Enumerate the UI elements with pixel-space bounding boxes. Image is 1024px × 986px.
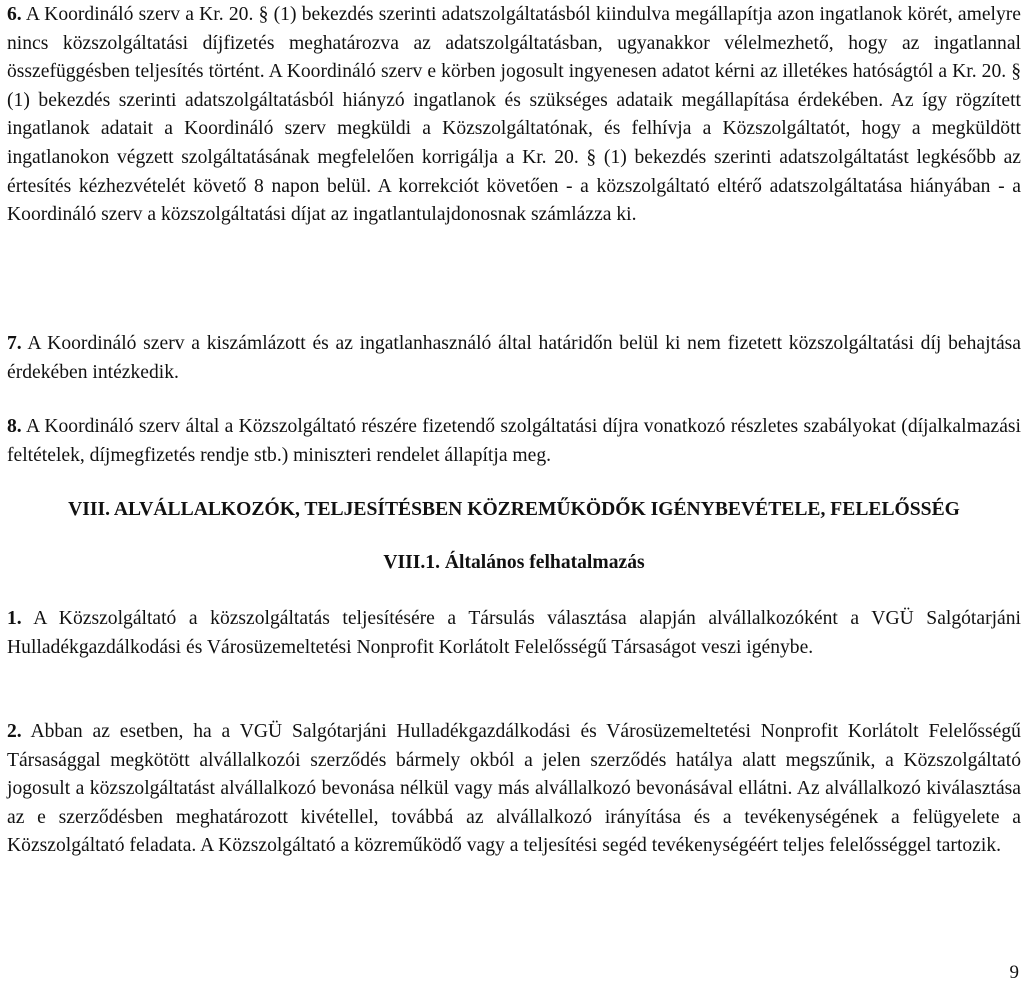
paragraph-number: 2. bbox=[7, 721, 22, 742]
paragraph-text: A Koordináló szerv a Kr. 20. § (1) bekezdés szerinti adatszolgáltatásból kiindulva megállapítja azon ingatlanok körét, amelyre nincs közszolgáltatási díjfizetés meghatározva az adatszolgáltatásban, ugyanakkor vélelmezhető, hogy az ingatlannal összefüggésben teljesítés történt. A Koordináló szerv e körben jogosult ingyenesen adatot kérni az illetékes hatóságtól a Kr. 20. § (1) bekezdés szerinti adatszolgáltatásból hiányzó ingatlanok és szükséges adataik megállapítása érdekében. Az így rögzített ingatlanok adatait a Koordináló szerv megküldi a Közszolgáltatónak, és felhívja a Közszolgáltatót, hogy a megküldött ingatlanokon végzett szolgáltatásának megfelelően korrigálja a Kr. 20. § (1) bekezdés szerinti adatszolgáltatást legkésőbb az értesítés kézhezvételét követő 8 napon belül. A korrekciót követően - a közszolgáltató eltérő adatszolgáltatása hiányában - a Koordináló szerv a közszolgáltatási díjat az ingatlantulajdonosnak számlázza ki. bbox=[7, 4, 1021, 226]
paragraph-number: 7. bbox=[7, 333, 22, 354]
paragraph-number: 1. bbox=[7, 608, 22, 629]
paragraph-viii-1-1 bbox=[7, 605, 1021, 662]
paragraph-6 bbox=[7, 1, 1021, 230]
paragraph-text: A Koordináló szerv által a Közszolgáltató részére fizetendő szolgáltatási díjra vonatkozó részletes szabályokat (díjalkalmazási feltételek, díjmegfizetés rendje stb.) miniszteri rendelet állapítja meg. bbox=[7, 416, 1021, 466]
paragraph-7 bbox=[7, 330, 1021, 387]
paragraph-viii-1-2 bbox=[7, 718, 1021, 861]
paragraph-text: A Koordináló szerv a kiszámlázott és az ingatlanhasználó által határidőn belül ki nem fizetett közszolgáltatási díj behajtása érdekében intézkedik. bbox=[7, 333, 1021, 383]
section-heading: VIII. ALVÁLLALKOZÓK, TELJESÍTÉSBEN KÖZREMŰKÖDŐK IGÉNYBEVÉTELE, FELELŐSSÉG bbox=[68, 499, 960, 520]
paragraph-text: Abban az esetben, ha a VGÜ Salgótarjáni Hulladékgazdálkodási és Városüzemeltetési Nonprofit Korlátolt Felelősségű Társasággal megkötött alvállalkozói szerződés bármely okból a jelen szerződés hatálya alatt megszűnik, a Közszolgáltató jogosult a közszolgáltatást alvállalkozó bevonása nélkül vagy más alvállalkozó bevonásával ellátni. Az alvállalkozó kiválasztása az e szerződésben meghatározott kivétellel, továbbá az alvállalkozó irányítása és a tevékenységének a felügyelete a Közszolgáltató feladata. A Közszolgáltató a közreműködő vagy a teljesítési segéd tevékenységéért teljes felelősséggel tartozik. bbox=[7, 721, 1021, 857]
page-number: 9 bbox=[1009, 962, 1019, 983]
subsection-heading: VIII.1. Általános felhatalmazás bbox=[383, 552, 645, 573]
paragraph-number: 8. bbox=[7, 416, 22, 437]
paragraph-number: 6. bbox=[7, 4, 22, 25]
paragraph-text: A Közszolgáltató a közszolgáltatás teljesítésére a Társulás választása alapján alvállalkozóként a VGÜ Salgótarjáni Hulladékgazdálkodási és Városüzemeltetési Nonprofit Korlátolt Felelősségű Társaságot veszi igénybe. bbox=[7, 608, 1021, 658]
paragraph-8 bbox=[7, 413, 1021, 470]
